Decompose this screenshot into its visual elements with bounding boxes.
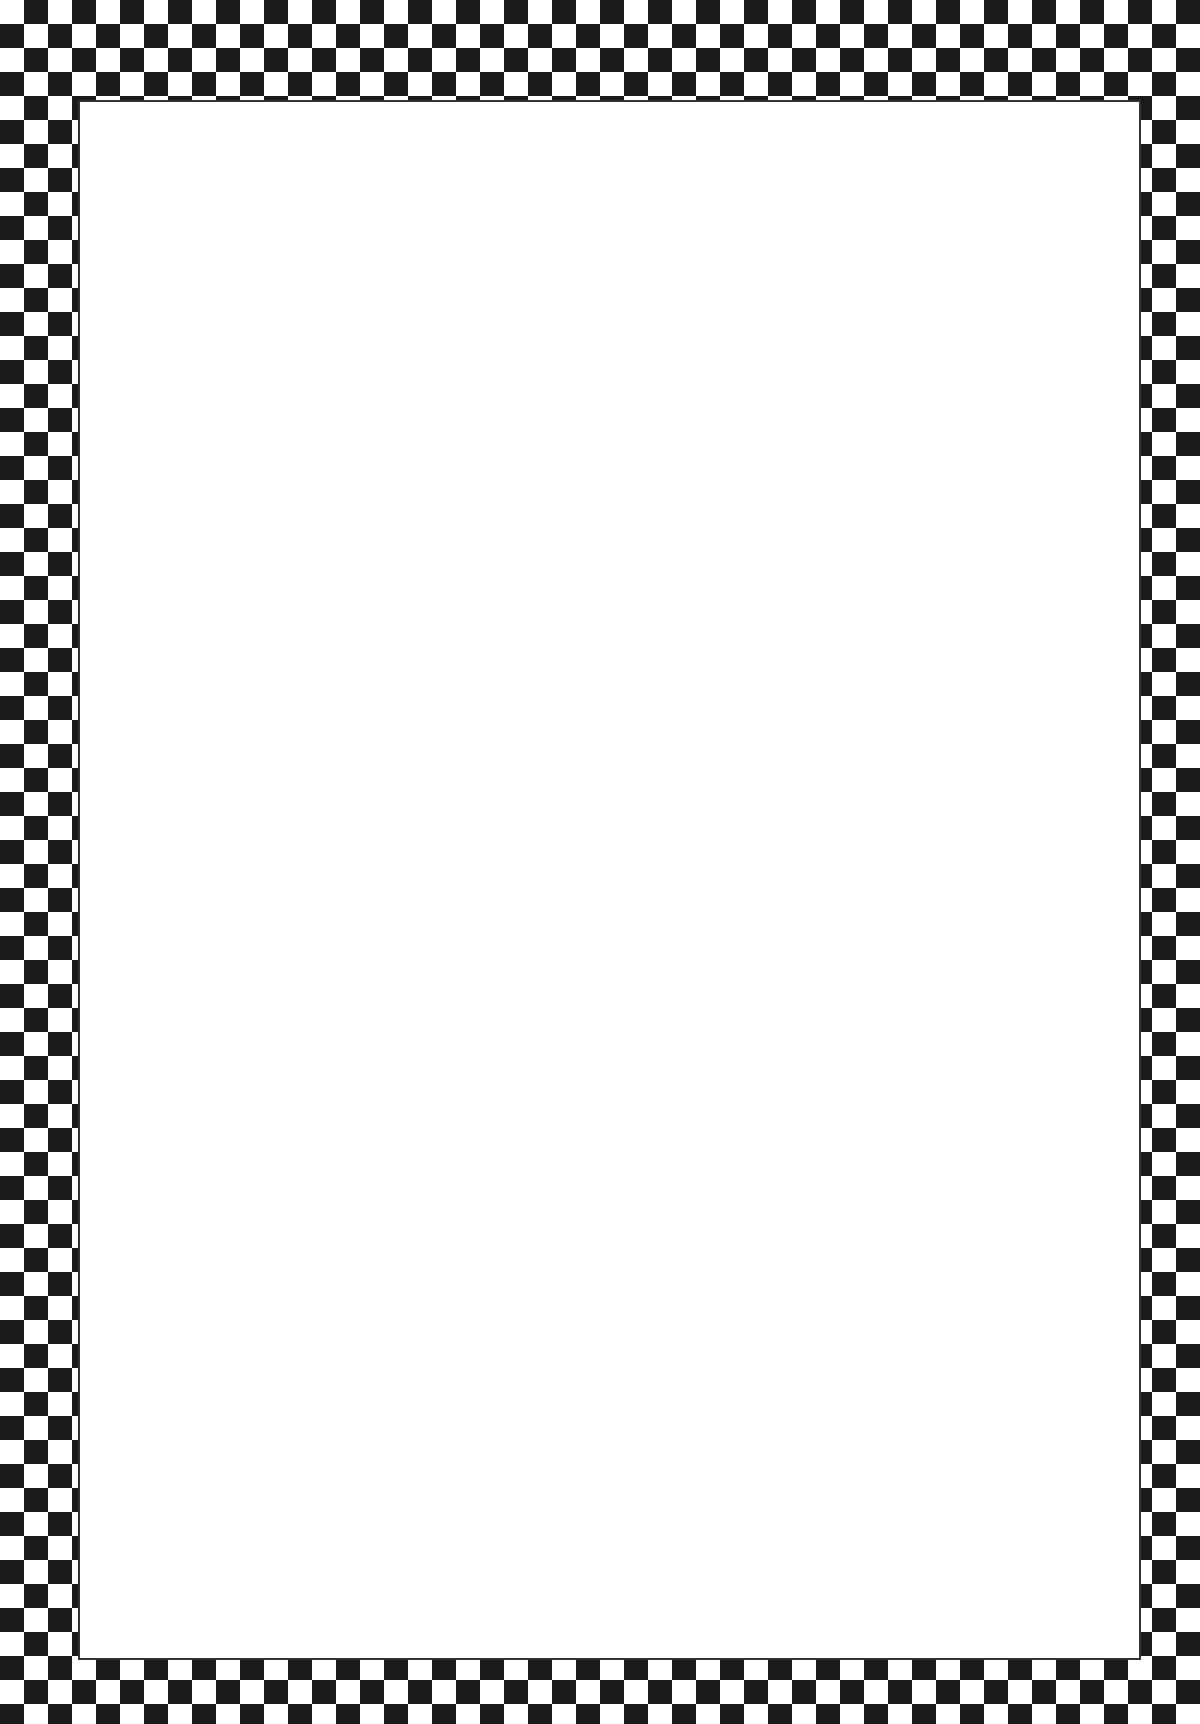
letters-page	[78, 100, 1141, 1660]
